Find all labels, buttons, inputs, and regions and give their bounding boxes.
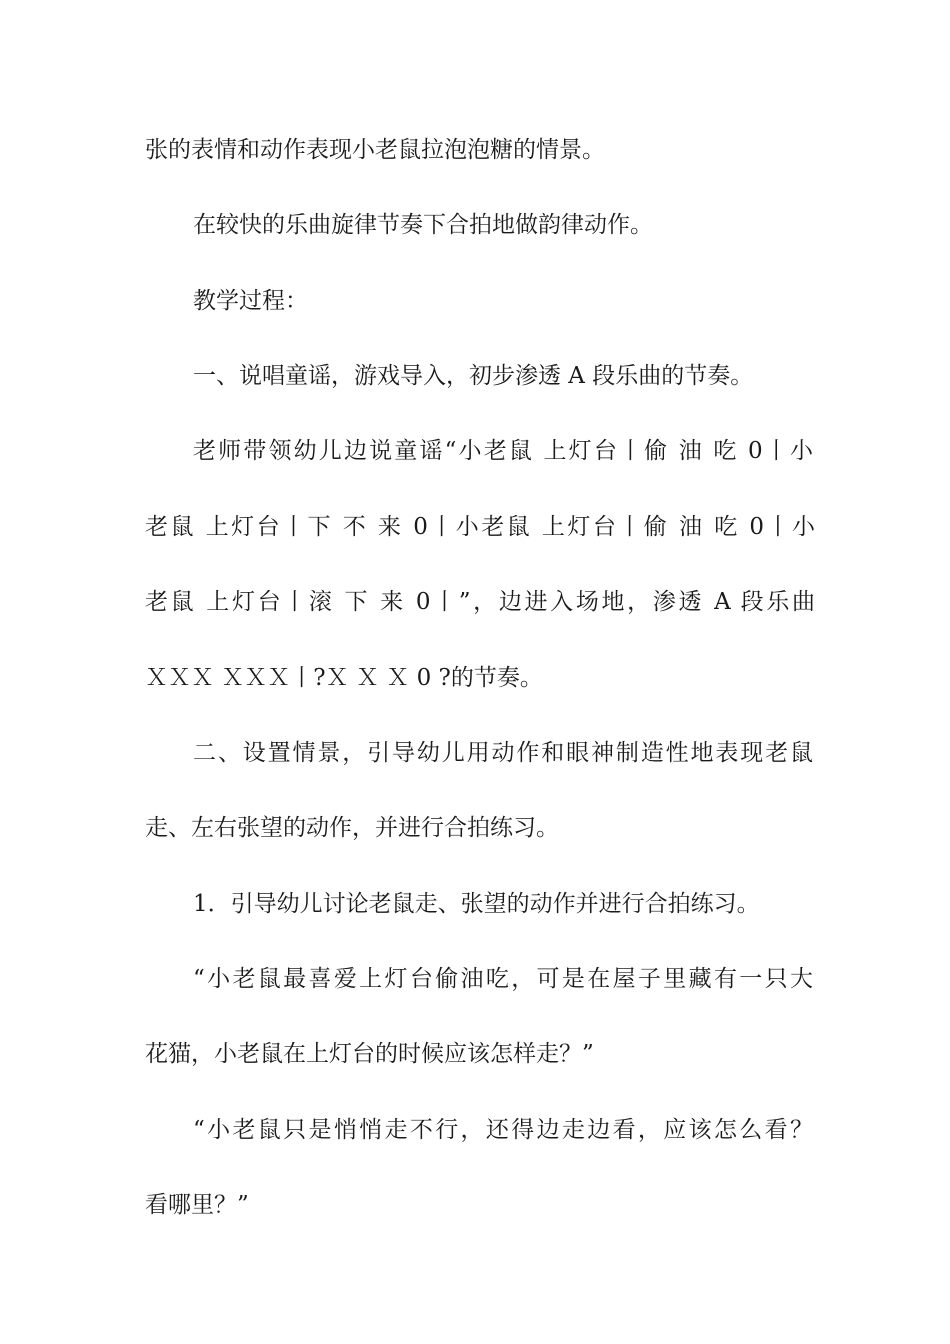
text-line-2: 在较快的乐曲旋律节奏下合拍地做韵律动作。 — [193, 212, 653, 238]
text-line-6: 老鼠 上灯台丨下 不 来 0丨小老鼠 上灯台丨偷 油 吃 0丨小 — [145, 514, 815, 540]
subsection-heading-1: 1．引导幼儿讨论老鼠走、张望的动作并进行合拍练习。 — [193, 891, 760, 917]
section-heading-2: 二、设置情景，引导幼儿用动作和眼神制造性地表现老鼠 — [193, 740, 813, 766]
text-line-7: 老鼠 上灯台丨滚 下 来 0丨”，边进入场地，渗透 A 段乐曲 — [145, 589, 815, 615]
text-line-14: “小老鼠只是悄悄走不行，还得边走边看，应该怎么看？ — [193, 1117, 813, 1143]
text-line-8: ＸＸＸ ＸＸＸ丨?Ｘ Ｘ Ｘ 0 ?的节奏。 — [145, 665, 543, 691]
text-line-12: “小老鼠最喜爱上灯台偷油吃，可是在屋子里藏有一只大 — [193, 966, 813, 992]
text-line-10: 走、左右张望的动作，并进行合拍练习。 — [145, 815, 559, 841]
text-line-5: 老师带领幼儿边说童谣“小老鼠 上灯台丨偷 油 吃 0丨小 — [193, 438, 813, 464]
text-line-13: 花猫，小老鼠在上灯台的时候应该怎样走？” — [145, 1041, 594, 1067]
text-line-1: 张的表情和动作表现小老鼠拉泡泡糖的情景。 — [145, 137, 605, 163]
section-heading-1: 一、说唱童谣，游戏导入，初步渗透 A 段乐曲的节奏。 — [193, 363, 754, 389]
section-heading-process: 教学过程： — [193, 288, 308, 314]
text-line-15: 看哪里？” — [145, 1192, 249, 1218]
